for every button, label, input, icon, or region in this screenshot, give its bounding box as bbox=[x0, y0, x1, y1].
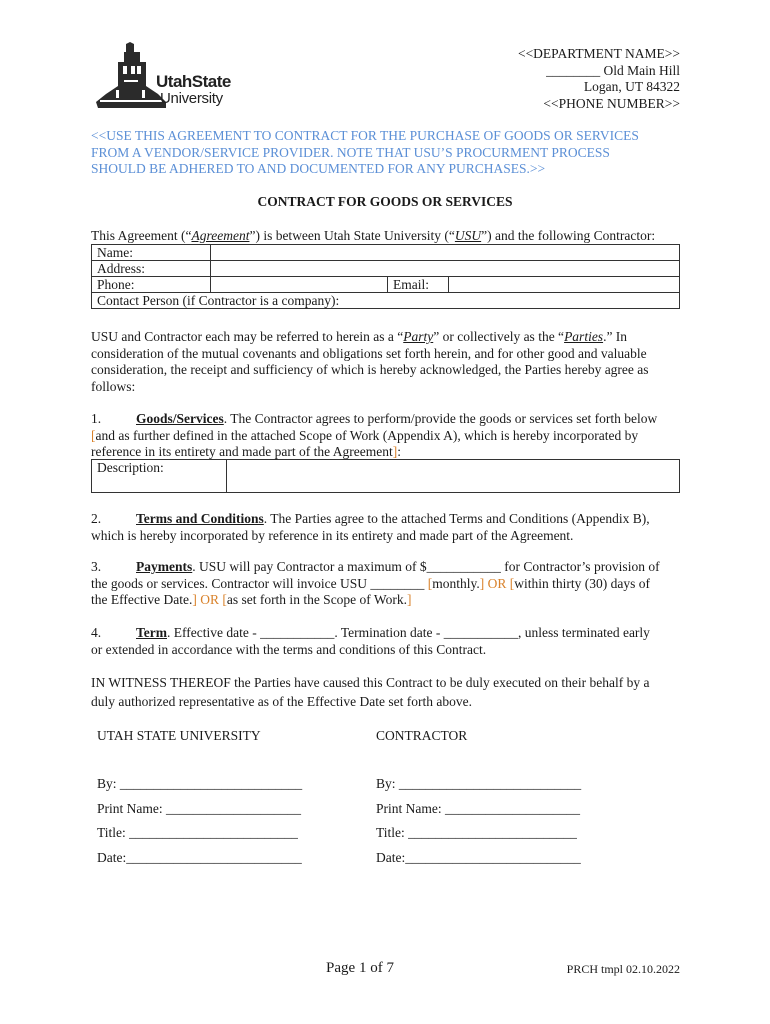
section-text: . Effective date - ___________. Termination date - ___________, unless terminated early bbox=[167, 625, 650, 640]
notice-line: SHOULD BE ADHERED TO AND DOCUMENTED FOR ANY PURCHASES.>> bbox=[91, 161, 546, 176]
department-name: <<DEPARTMENT NAME>> bbox=[517, 46, 680, 61]
city-state-zip: Logan, UT 84322 bbox=[583, 79, 680, 94]
option-monthly: monthly. bbox=[432, 575, 480, 591]
name-field[interactable] bbox=[211, 245, 680, 261]
section-text: . USU will pay Contractor a maximum of $___________ for Contractor’s provision of bbox=[192, 559, 660, 574]
parties-line: follows: bbox=[91, 378, 136, 394]
section-line bbox=[91, 576, 681, 593]
witness-paragraph bbox=[91, 673, 681, 711]
section-text: the Effective Date. bbox=[91, 592, 193, 607]
section-title: Term bbox=[136, 625, 167, 640]
witness-line: IN WITNESS THEREOF the Parties have caused this Contract to be duly executed on their behalf by a bbox=[91, 675, 650, 690]
section-line bbox=[91, 625, 681, 642]
section-text: and as further defined in the attached Scope of Work (Appendix A), which is hereby incorporated by bbox=[95, 427, 639, 443]
contact-person-label: Contact Person (if Contractor is a company): bbox=[92, 293, 680, 309]
parties-line bbox=[91, 329, 681, 346]
section-text: the goods or services. Contractor will invoice USU ________ bbox=[91, 575, 428, 591]
usu-print-name-line[interactable]: Print Name: ____________________ bbox=[97, 801, 301, 816]
parties-text: .” In bbox=[603, 329, 628, 344]
section-line bbox=[91, 511, 681, 528]
phone-field[interactable] bbox=[211, 277, 388, 293]
bracket: ] bbox=[406, 592, 412, 607]
intro-paragraph bbox=[91, 228, 681, 245]
description-table bbox=[91, 459, 680, 493]
parties-paragraph bbox=[91, 329, 681, 395]
contractor-signature-heading: CONTRACTOR bbox=[376, 728, 468, 743]
contract-title: CONTRACT FOR GOODS OR SERVICES bbox=[257, 194, 513, 209]
template-id: PRCH tmpl 02.10.2022 bbox=[566, 962, 680, 976]
section-goods-services bbox=[91, 411, 681, 461]
option-separator: ] OR [ bbox=[192, 592, 227, 607]
section-term bbox=[91, 625, 681, 658]
logo-line2: University bbox=[160, 90, 223, 107]
parties-text: ” or collectively as the “ bbox=[433, 329, 565, 344]
parties-text: USU and Contractor each may be referred to herein as a “ bbox=[91, 329, 404, 344]
contractor-print-name-line[interactable]: Print Name: ____________________ bbox=[376, 801, 580, 816]
phone-label: Phone: bbox=[92, 277, 211, 293]
section-terms-conditions bbox=[91, 511, 681, 544]
notice-line: FROM A VENDOR/SERVICE PROVIDER. NOTE THAT USU’S PROCURMENT PROCESS bbox=[91, 144, 610, 160]
parties-line: consideration, the receipt and sufficiency of which is hereby acknowledged, the Parties hereby agree as bbox=[91, 362, 649, 377]
intro-text: ”) is between Utah State University (“ bbox=[249, 228, 455, 243]
section-line: or extended in accordance with the terms and conditions of this Contract. bbox=[91, 641, 487, 657]
section-title: Goods/Services bbox=[136, 411, 224, 426]
section-number: 2. bbox=[91, 511, 102, 526]
logo-line1: UtahState bbox=[156, 72, 231, 91]
phone-number: <<PHONE NUMBER>> bbox=[543, 95, 680, 111]
bracket: [ bbox=[427, 575, 433, 591]
term-parties: Parties bbox=[564, 329, 604, 344]
section-line bbox=[91, 411, 681, 428]
street-address: ________ Old Main Hill bbox=[546, 62, 680, 78]
email-field[interactable] bbox=[449, 277, 680, 293]
witness-line: duly authorized representative as of the Effective Date set forth above. bbox=[91, 694, 472, 709]
section-title: Terms and Conditions bbox=[136, 511, 264, 526]
usu-signature-heading: UTAH STATE UNIVERSITY bbox=[97, 728, 261, 743]
section-line: which is hereby incorporated by reference in its entirety and made part of the Agreement. bbox=[91, 527, 574, 543]
parties-line: consideration of the mutual covenants and obligations set forth herein, and for other good and valuable bbox=[91, 345, 647, 361]
option-separator: ] OR [ bbox=[479, 575, 515, 591]
intro-text: ”) and the following Contractor: bbox=[481, 228, 656, 243]
page-number: Page 1 of 7 bbox=[326, 960, 394, 976]
contractor-date-line[interactable]: Date:__________________________ bbox=[376, 850, 581, 865]
usu-logo bbox=[96, 42, 276, 112]
description-label: Description: bbox=[92, 460, 227, 493]
section-text: . The Parties agree to the attached Terms and Conditions (Appendix B), bbox=[263, 511, 650, 526]
contractor-by-line[interactable]: By: ___________________________ bbox=[376, 776, 582, 791]
section-line bbox=[91, 428, 681, 445]
description-field[interactable] bbox=[227, 460, 680, 493]
section-line bbox=[91, 559, 681, 576]
name-label: Name: bbox=[92, 245, 211, 261]
address-label: Address: bbox=[92, 261, 211, 277]
address-field[interactable] bbox=[211, 261, 680, 277]
bracket: ] bbox=[392, 444, 398, 459]
option-scope-of-work: as set forth in the Scope of Work. bbox=[226, 592, 407, 607]
address-block bbox=[518, 46, 680, 112]
usage-notice bbox=[91, 128, 691, 178]
section-number: 4. bbox=[91, 625, 102, 640]
email-label: Email: bbox=[388, 277, 449, 293]
section-number: 3. bbox=[91, 559, 102, 574]
intro-term-agreement: Agreement bbox=[191, 228, 250, 243]
usu-date-line[interactable]: Date:__________________________ bbox=[97, 850, 302, 865]
section-number: 1. bbox=[91, 411, 102, 426]
intro-text: This Agreement (“ bbox=[91, 228, 192, 243]
contractor-title-line[interactable]: Title: _________________________ bbox=[376, 825, 577, 840]
section-line bbox=[91, 592, 681, 609]
section-text: : bbox=[397, 444, 402, 459]
bracket: [ bbox=[91, 427, 96, 443]
section-text: . The Contractor agrees to perform/provide the goods or services set forth below bbox=[223, 411, 658, 426]
section-title: Payments bbox=[136, 559, 193, 574]
term-party: Party bbox=[403, 329, 434, 344]
contractor-table bbox=[91, 244, 680, 309]
section-text: reference in its entirety and made part of the Agreement bbox=[91, 444, 393, 459]
usu-title-line[interactable]: Title: _________________________ bbox=[97, 825, 298, 840]
notice-line: <<USE THIS AGREEMENT TO CONTRACT FOR THE PURCHASE OF GOODS OR SERVICES bbox=[91, 128, 639, 143]
usu-by-line[interactable]: By: ___________________________ bbox=[97, 776, 303, 791]
option-thirty-days: within thirty (30) days of bbox=[514, 575, 650, 591]
section-payments bbox=[91, 559, 681, 609]
intro-term-usu: USU bbox=[454, 228, 482, 243]
